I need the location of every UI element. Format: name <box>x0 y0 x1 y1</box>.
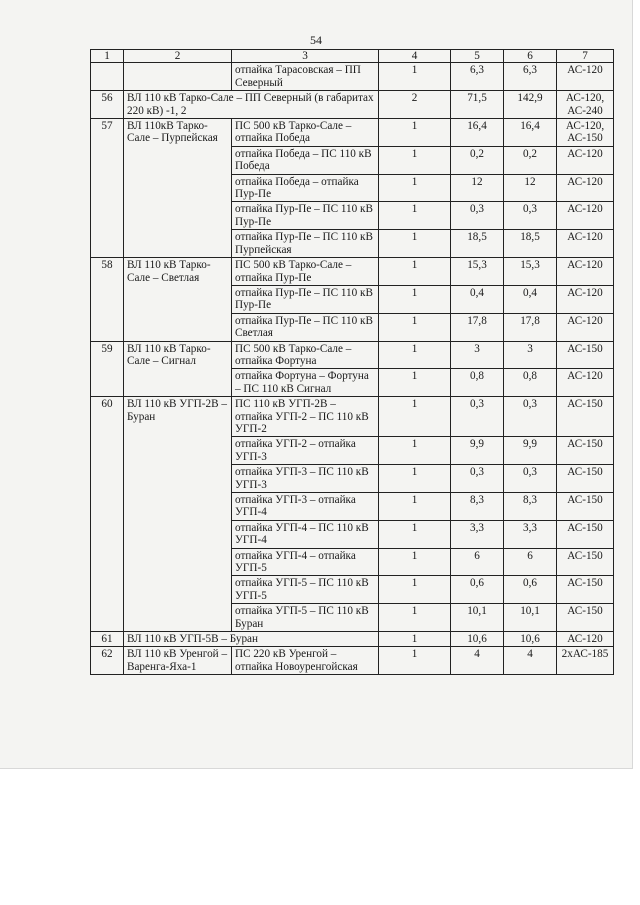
col-header: 4 <box>379 50 451 63</box>
wire-grade: АС-120 <box>557 146 614 174</box>
col-header: 6 <box>504 50 557 63</box>
length-route: 0,3 <box>451 202 504 230</box>
circuit-count: 1 <box>379 119 451 147</box>
length-total: 3,3 <box>504 520 557 548</box>
section-name: отпайка УГП-3 – отпайка УГП-4 <box>232 493 379 521</box>
circuit-count: 1 <box>379 548 451 576</box>
length-route: 15,3 <box>451 258 504 286</box>
length-route: 0,2 <box>451 146 504 174</box>
section-name: отпайка Пур-Пе – ПС 110 кВ Пурпейская <box>232 230 379 258</box>
wire-grade: АС-150 <box>557 341 614 369</box>
wire-grade: АС-120 <box>557 313 614 341</box>
row-number: 56 <box>91 91 124 119</box>
line-name: ВЛ 110кВ Тарко-Сале – Пурпейская <box>124 119 232 258</box>
section-name: отпайка УГП-2 – отпайка УГП-3 <box>232 437 379 465</box>
row-number: 59 <box>91 341 124 397</box>
table-row <box>91 341 614 369</box>
section-name: отпайка Пур-Пе – ПС 110 кВ Светлая <box>232 313 379 341</box>
length-route: 3,3 <box>451 520 504 548</box>
length-route: 3 <box>451 341 504 369</box>
wire-grade: АС-150 <box>557 604 614 632</box>
col-header: 1 <box>91 50 124 63</box>
col-header: 7 <box>557 50 614 63</box>
power-lines-table <box>90 49 614 675</box>
circuit-count: 1 <box>379 313 451 341</box>
circuit-count: 1 <box>379 397 451 437</box>
section-name: ПС 500 кВ Тарко-Сале – отпайка Фортуна <box>232 341 379 369</box>
length-total: 10,1 <box>504 604 557 632</box>
section-name: отпайка Пур-Пе – ПС 110 кВ Пур-Пе <box>232 285 379 313</box>
wire-grade: АС-120 <box>557 174 614 202</box>
circuit-count: 1 <box>379 437 451 465</box>
length-total: 15,3 <box>504 258 557 286</box>
length-total: 0,4 <box>504 285 557 313</box>
section-name: отпайка УГП-5 – ПС 110 кВ Буран <box>232 604 379 632</box>
section-name: отпайка Победа – ПС 110 кВ Победа <box>232 146 379 174</box>
length-route: 12 <box>451 174 504 202</box>
length-route: 0,3 <box>451 397 504 437</box>
length-total: 9,9 <box>504 437 557 465</box>
section-name: ПС 500 кВ Тарко-Сале – отпайка Пур-Пе <box>232 258 379 286</box>
table-row <box>91 397 614 437</box>
length-route: 16,4 <box>451 119 504 147</box>
table-row <box>91 119 614 147</box>
row-number: 57 <box>91 119 124 258</box>
length-total: 16,4 <box>504 119 557 147</box>
table-row <box>91 647 614 675</box>
circuit-count: 1 <box>379 647 451 675</box>
length-total: 0,3 <box>504 202 557 230</box>
section-name: отпайка УГП-5 – ПС 110 кВ УГП-5 <box>232 576 379 604</box>
section-name: отпайка УГП-4 – отпайка УГП-5 <box>232 548 379 576</box>
circuit-count: 1 <box>379 146 451 174</box>
circuit-count: 1 <box>379 465 451 493</box>
length-route: 10,1 <box>451 604 504 632</box>
length-route: 6,3 <box>451 63 504 91</box>
wire-grade: АС-150 <box>557 397 614 437</box>
length-route: 0,8 <box>451 369 504 397</box>
length-total: 12 <box>504 174 557 202</box>
length-total: 0,8 <box>504 369 557 397</box>
length-route: 0,4 <box>451 285 504 313</box>
length-total: 0,3 <box>504 397 557 437</box>
length-total: 6 <box>504 548 557 576</box>
row-number: 60 <box>91 397 124 632</box>
line-name: ВЛ 110 кВ Тарко-Сале – ПП Северный (в габаритах 220 кВ) -1, 2 <box>124 91 379 119</box>
section-name: отпайка Фортуна – Фортуна – ПС 110 кВ Сигнал <box>232 369 379 397</box>
length-route: 4 <box>451 647 504 675</box>
circuit-count: 1 <box>379 202 451 230</box>
wire-grade: АС-120 <box>557 258 614 286</box>
line-name: ВЛ 110 кВ Тарко-Сале – Сигнал <box>124 341 232 397</box>
col-header: 5 <box>451 50 504 63</box>
section-name: ПС 500 кВ Тарко-Сале – отпайка Победа <box>232 119 379 147</box>
section-name: ПС 110 кВ УГП-2В – отпайка УГП-2 – ПС 110 кВ УГП-2 <box>232 397 379 437</box>
page-number: 54 <box>310 33 322 47</box>
wire-grade: АС-150 <box>557 465 614 493</box>
circuit-count: 1 <box>379 285 451 313</box>
length-total: 0,2 <box>504 146 557 174</box>
col-header: 2 <box>124 50 232 63</box>
wire-grade: АС-150 <box>557 520 614 548</box>
row-number: 58 <box>91 258 124 341</box>
length-route: 6 <box>451 548 504 576</box>
circuit-count: 1 <box>379 341 451 369</box>
length-total: 0,6 <box>504 576 557 604</box>
circuit-count: 1 <box>379 63 451 91</box>
length-route: 71,5 <box>451 91 504 119</box>
section-name: ПС 220 кВ Уренгой – отпайка Новоуренгойская <box>232 647 379 675</box>
length-total: 4 <box>504 647 557 675</box>
circuit-count: 1 <box>379 604 451 632</box>
circuit-count: 2 <box>379 91 451 119</box>
length-total: 3 <box>504 341 557 369</box>
table-row <box>91 258 614 286</box>
circuit-count: 1 <box>379 369 451 397</box>
length-route: 10,6 <box>451 632 504 647</box>
length-total: 0,3 <box>504 465 557 493</box>
circuit-count: 1 <box>379 632 451 647</box>
line-name <box>124 63 232 91</box>
wire-grade: АС-120 <box>557 285 614 313</box>
wire-grade: АС-120, АС-240 <box>557 91 614 119</box>
length-route: 9,9 <box>451 437 504 465</box>
circuit-count: 1 <box>379 520 451 548</box>
length-total: 18,5 <box>504 230 557 258</box>
line-name: ВЛ 110 кВ УГП-2В – Буран <box>124 397 232 632</box>
section-name: отпайка Победа – отпайка Пур-Пе <box>232 174 379 202</box>
length-total: 8,3 <box>504 493 557 521</box>
wire-grade: АС-120 <box>557 369 614 397</box>
col-header: 3 <box>232 50 379 63</box>
row-number <box>91 63 124 91</box>
table-row <box>91 63 614 91</box>
wire-grade: АС-120, АС-150 <box>557 119 614 147</box>
circuit-count: 1 <box>379 493 451 521</box>
section-name: отпайка Пур-Пе – ПС 110 кВ Пур-Пе <box>232 202 379 230</box>
circuit-count: 1 <box>379 174 451 202</box>
wire-grade: АС-120 <box>557 230 614 258</box>
length-route: 18,5 <box>451 230 504 258</box>
section-name: отпайка УГП-3 – ПС 110 кВ УГП-3 <box>232 465 379 493</box>
line-name: ВЛ 110 кВ УГП-5В – Буран <box>124 632 379 647</box>
row-number: 61 <box>91 632 124 647</box>
wire-grade: АС-150 <box>557 493 614 521</box>
circuit-count: 1 <box>379 230 451 258</box>
wire-grade: 2хАС-185 <box>557 647 614 675</box>
length-route: 0,6 <box>451 576 504 604</box>
wire-grade: АС-120 <box>557 632 614 647</box>
length-total: 10,6 <box>504 632 557 647</box>
row-number: 62 <box>91 647 124 675</box>
wire-grade: АС-150 <box>557 576 614 604</box>
wire-grade: АС-150 <box>557 437 614 465</box>
table-row <box>91 91 614 119</box>
length-route: 8,3 <box>451 493 504 521</box>
section-name: отпайка УГП-4 – ПС 110 кВ УГП-4 <box>232 520 379 548</box>
length-total: 6,3 <box>504 63 557 91</box>
circuit-count: 1 <box>379 258 451 286</box>
line-name: ВЛ 110 кВ Уренгой – Варенга-Яха-1 <box>124 647 232 675</box>
length-total: 142,9 <box>504 91 557 119</box>
circuit-count: 1 <box>379 576 451 604</box>
wire-grade: АС-150 <box>557 548 614 576</box>
section-name: отпайка Тарасовская – ПП Северный <box>232 63 379 91</box>
table-header-row <box>91 50 614 63</box>
line-name: ВЛ 110 кВ Тарко-Сале – Светлая <box>124 258 232 341</box>
length-route: 0,3 <box>451 465 504 493</box>
length-route: 17,8 <box>451 313 504 341</box>
table-row <box>91 632 614 647</box>
length-total: 17,8 <box>504 313 557 341</box>
wire-grade: АС-120 <box>557 63 614 91</box>
wire-grade: АС-120 <box>557 202 614 230</box>
